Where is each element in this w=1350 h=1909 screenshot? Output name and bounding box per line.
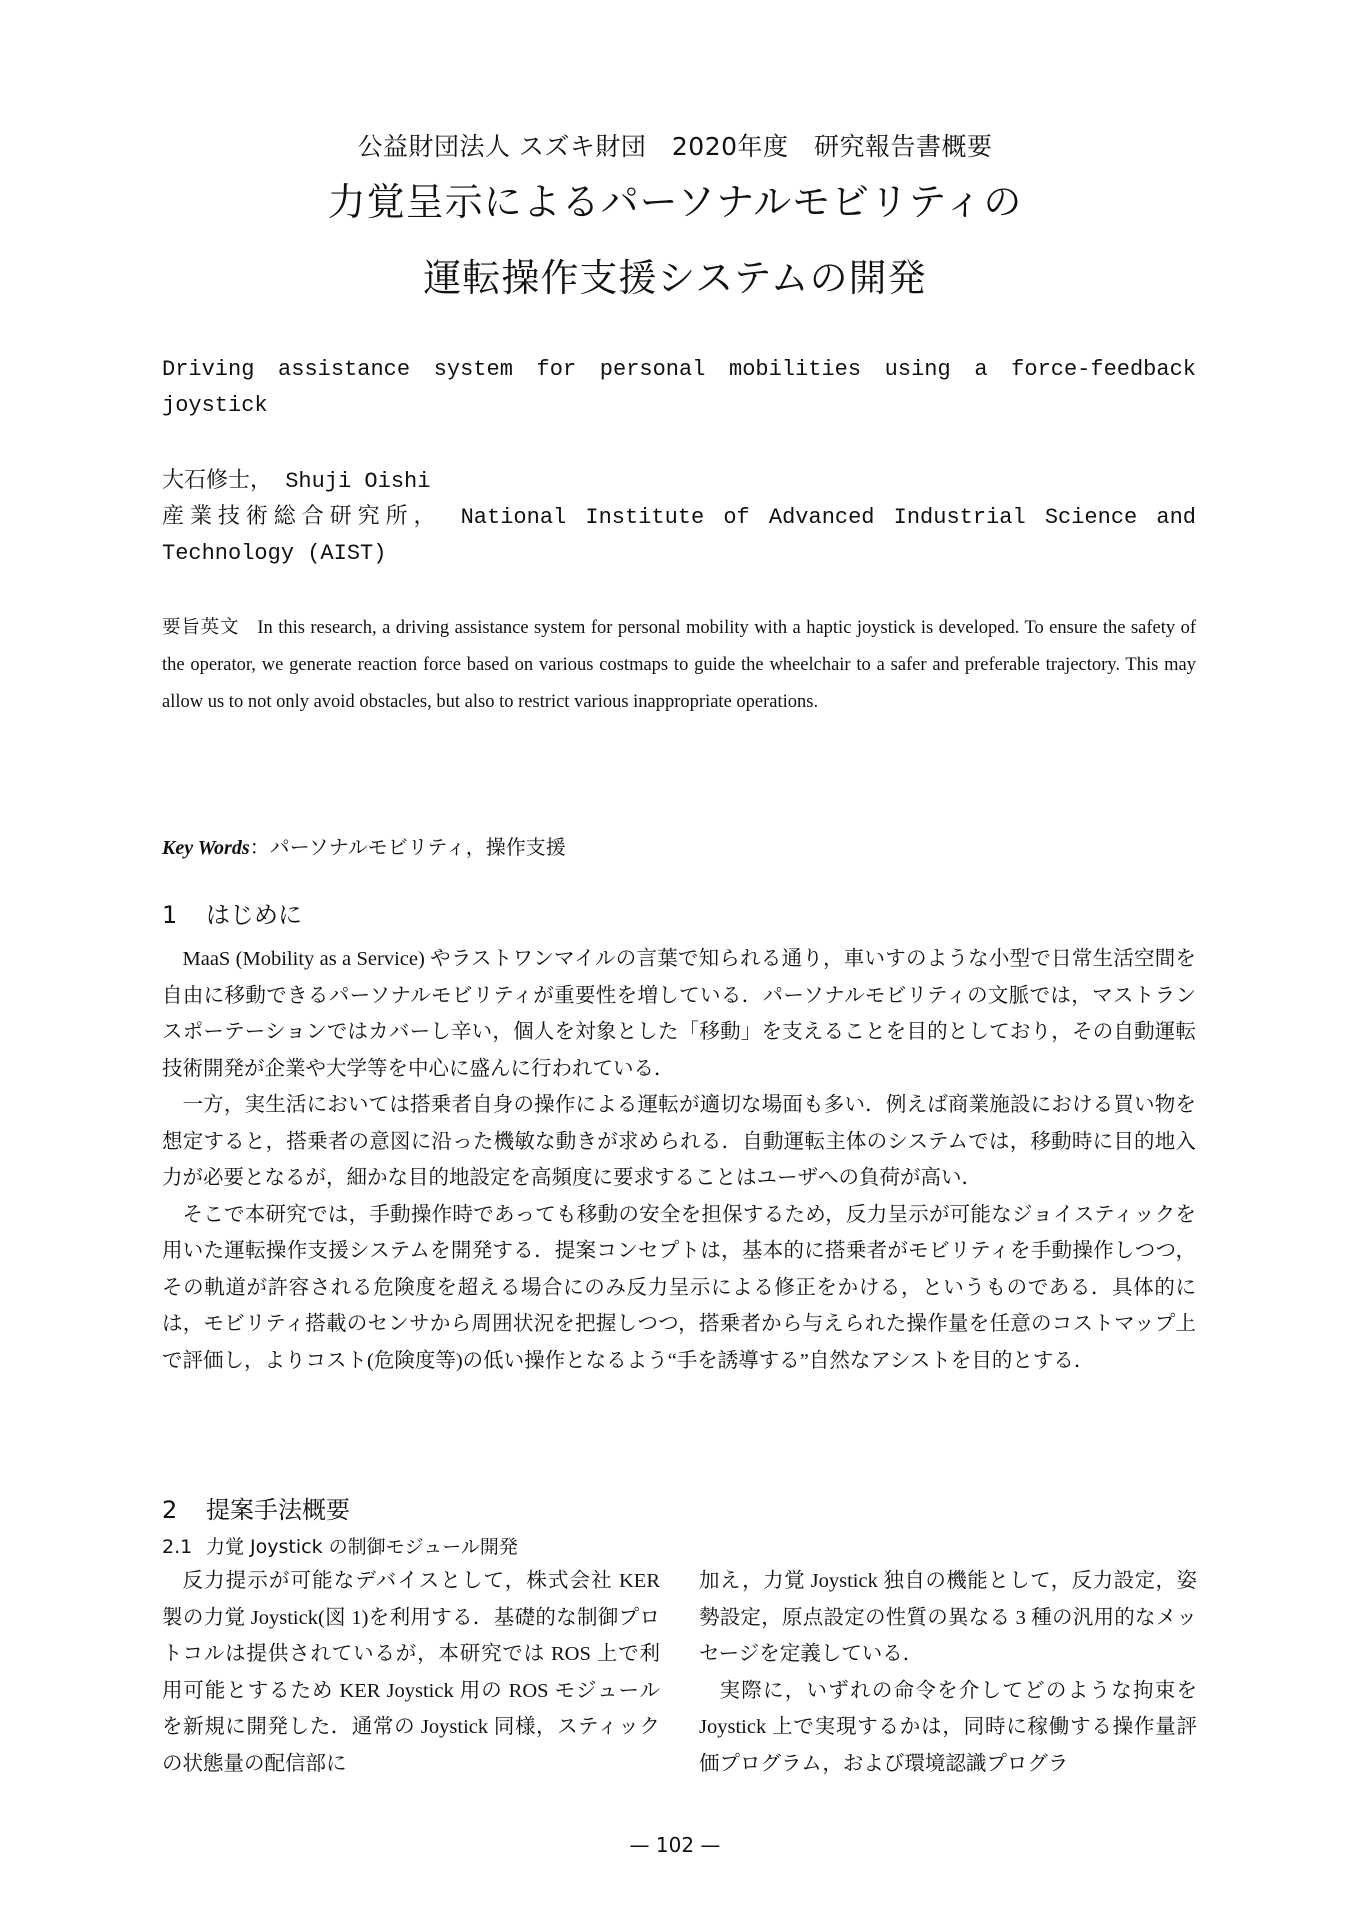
author-block (162, 464, 1196, 572)
right-column (699, 1563, 1197, 1782)
report-header: 公益財団法人 スズキ財団 2020年度 研究報告書概要 (357, 132, 993, 161)
subsection-heading (162, 1533, 518, 1561)
section-title: 提案手法概要 (206, 1496, 350, 1524)
abstract-text: In this research, a driving assistance system for personal mobility with a haptic joystick is developed. To ensure the safety of the operator, we generate reaction force based on various costmaps to guide the wheelchair to a safer and preferable trajectory. This may allow us to not only avoid obstacles, but also to restrict various inappropriate operations. (162, 618, 1196, 712)
paper-title-line-2: 運転操作支援システムの開発 (423, 256, 927, 300)
section-heading-introduction (162, 899, 302, 931)
section-title: はじめに (206, 901, 302, 929)
page-number: — 102 — (629, 1833, 721, 1857)
abstract-label: 要旨英文 (162, 618, 240, 638)
paragraph: 実際に，いずれの命令を介してどのような拘束を Joystick 上で実現するかは，同時に稼働する操作量評価プログラム，および環境認識プログラ (699, 1679, 1197, 1775)
paragraph: 一方，実生活においては搭乗者自身の操作による運転が適切な場面も多い．例えば商業施設における買い物を想定すると，搭乗者の意図に沿った機敏な動きが求められる．自動運転主体のシステムでは，移動時に目的地入力が必要となるが，細かな目的地設定を高頻度に要求することはユーザへの負荷が高い． (162, 1094, 1196, 1189)
author-name: 大石修士， Shuji Oishi (162, 469, 431, 494)
subsection-number: 2.1 (162, 1536, 193, 1558)
paragraph: MaaS (Mobility as a Service) やラストワンマイルの言葉で知られる通り，車いすのような小型で日常生活空間を自由に移動できるパーソナルモビリティが重要性を増している．パーソナルモビリティの文脈では，マストランスポーテーションではカバーし辛い，個人を対象とした「移動」を支えることを目的としており，その自動運転技術開発が企業や大学等を中心に盛んに行われている． (162, 948, 1196, 1080)
author-affiliation: 産業技術総合研究所， National Institute of Advanced Industrial Science and Technology (AIST) (162, 505, 1196, 566)
keywords-separator: ： (249, 837, 270, 859)
keywords-text: パーソナルモビリティ，操作支援 (269, 837, 566, 859)
keywords (162, 833, 566, 863)
paragraph: 加え，力覚 Joystick 独自の機能として，反力設定，姿勢設定，原点設定の性質の異なる 3 種の汎用的なメッセージを定義している． (699, 1570, 1197, 1665)
subsection-title: 力覚 Joystick の制御モジュール開発 (206, 1536, 518, 1558)
english-title: Driving assistance system for personal mobilities using a force-feedback joystick (162, 357, 1196, 418)
section-number: 2 (162, 1496, 178, 1524)
keywords-label: Key Words (162, 837, 250, 859)
introduction-body (162, 941, 1196, 1379)
left-column (162, 1563, 660, 1782)
paragraph: 反力提示が可能なデバイスとして，株式会社 KER 製の力覚 Joystick(図 1)を利用する．基礎的な制御プロトコルは提供されているが，本研究では ROS 上で利用可能とするため KER Joystick 用の ROS モジュールを新規に開発した．通常の Joystick 同様，スティックの状態量の配信部に (162, 1570, 660, 1775)
abstract (162, 610, 1196, 721)
paragraph: そこで本研究では，手動操作時であっても移動の安全を担保するため，反力呈示が可能なジョイスティックを用いた運転操作支援システムを開発する．提案コンセプトは，基本的に搭乗者がモビリティを手動操作しつつ，その軌道が許容される危険度を超える場合にのみ反力呈示による修正をかける，というものである．具体的には，モビリティ搭載のセンサから周囲状況を把握しつつ，搭乗者から与えられた操作量を任意のコストマップ上で評価し，よりコスト(危険度等)の低い操作となるよう“手を誘導する”自然なアシストを目的とする． (162, 1203, 1196, 1372)
section-number: 1 (162, 901, 178, 929)
paper-title-line-1: 力覚呈示によるパーソナルモビリティの (327, 180, 1023, 224)
section-heading-method (162, 1494, 350, 1526)
